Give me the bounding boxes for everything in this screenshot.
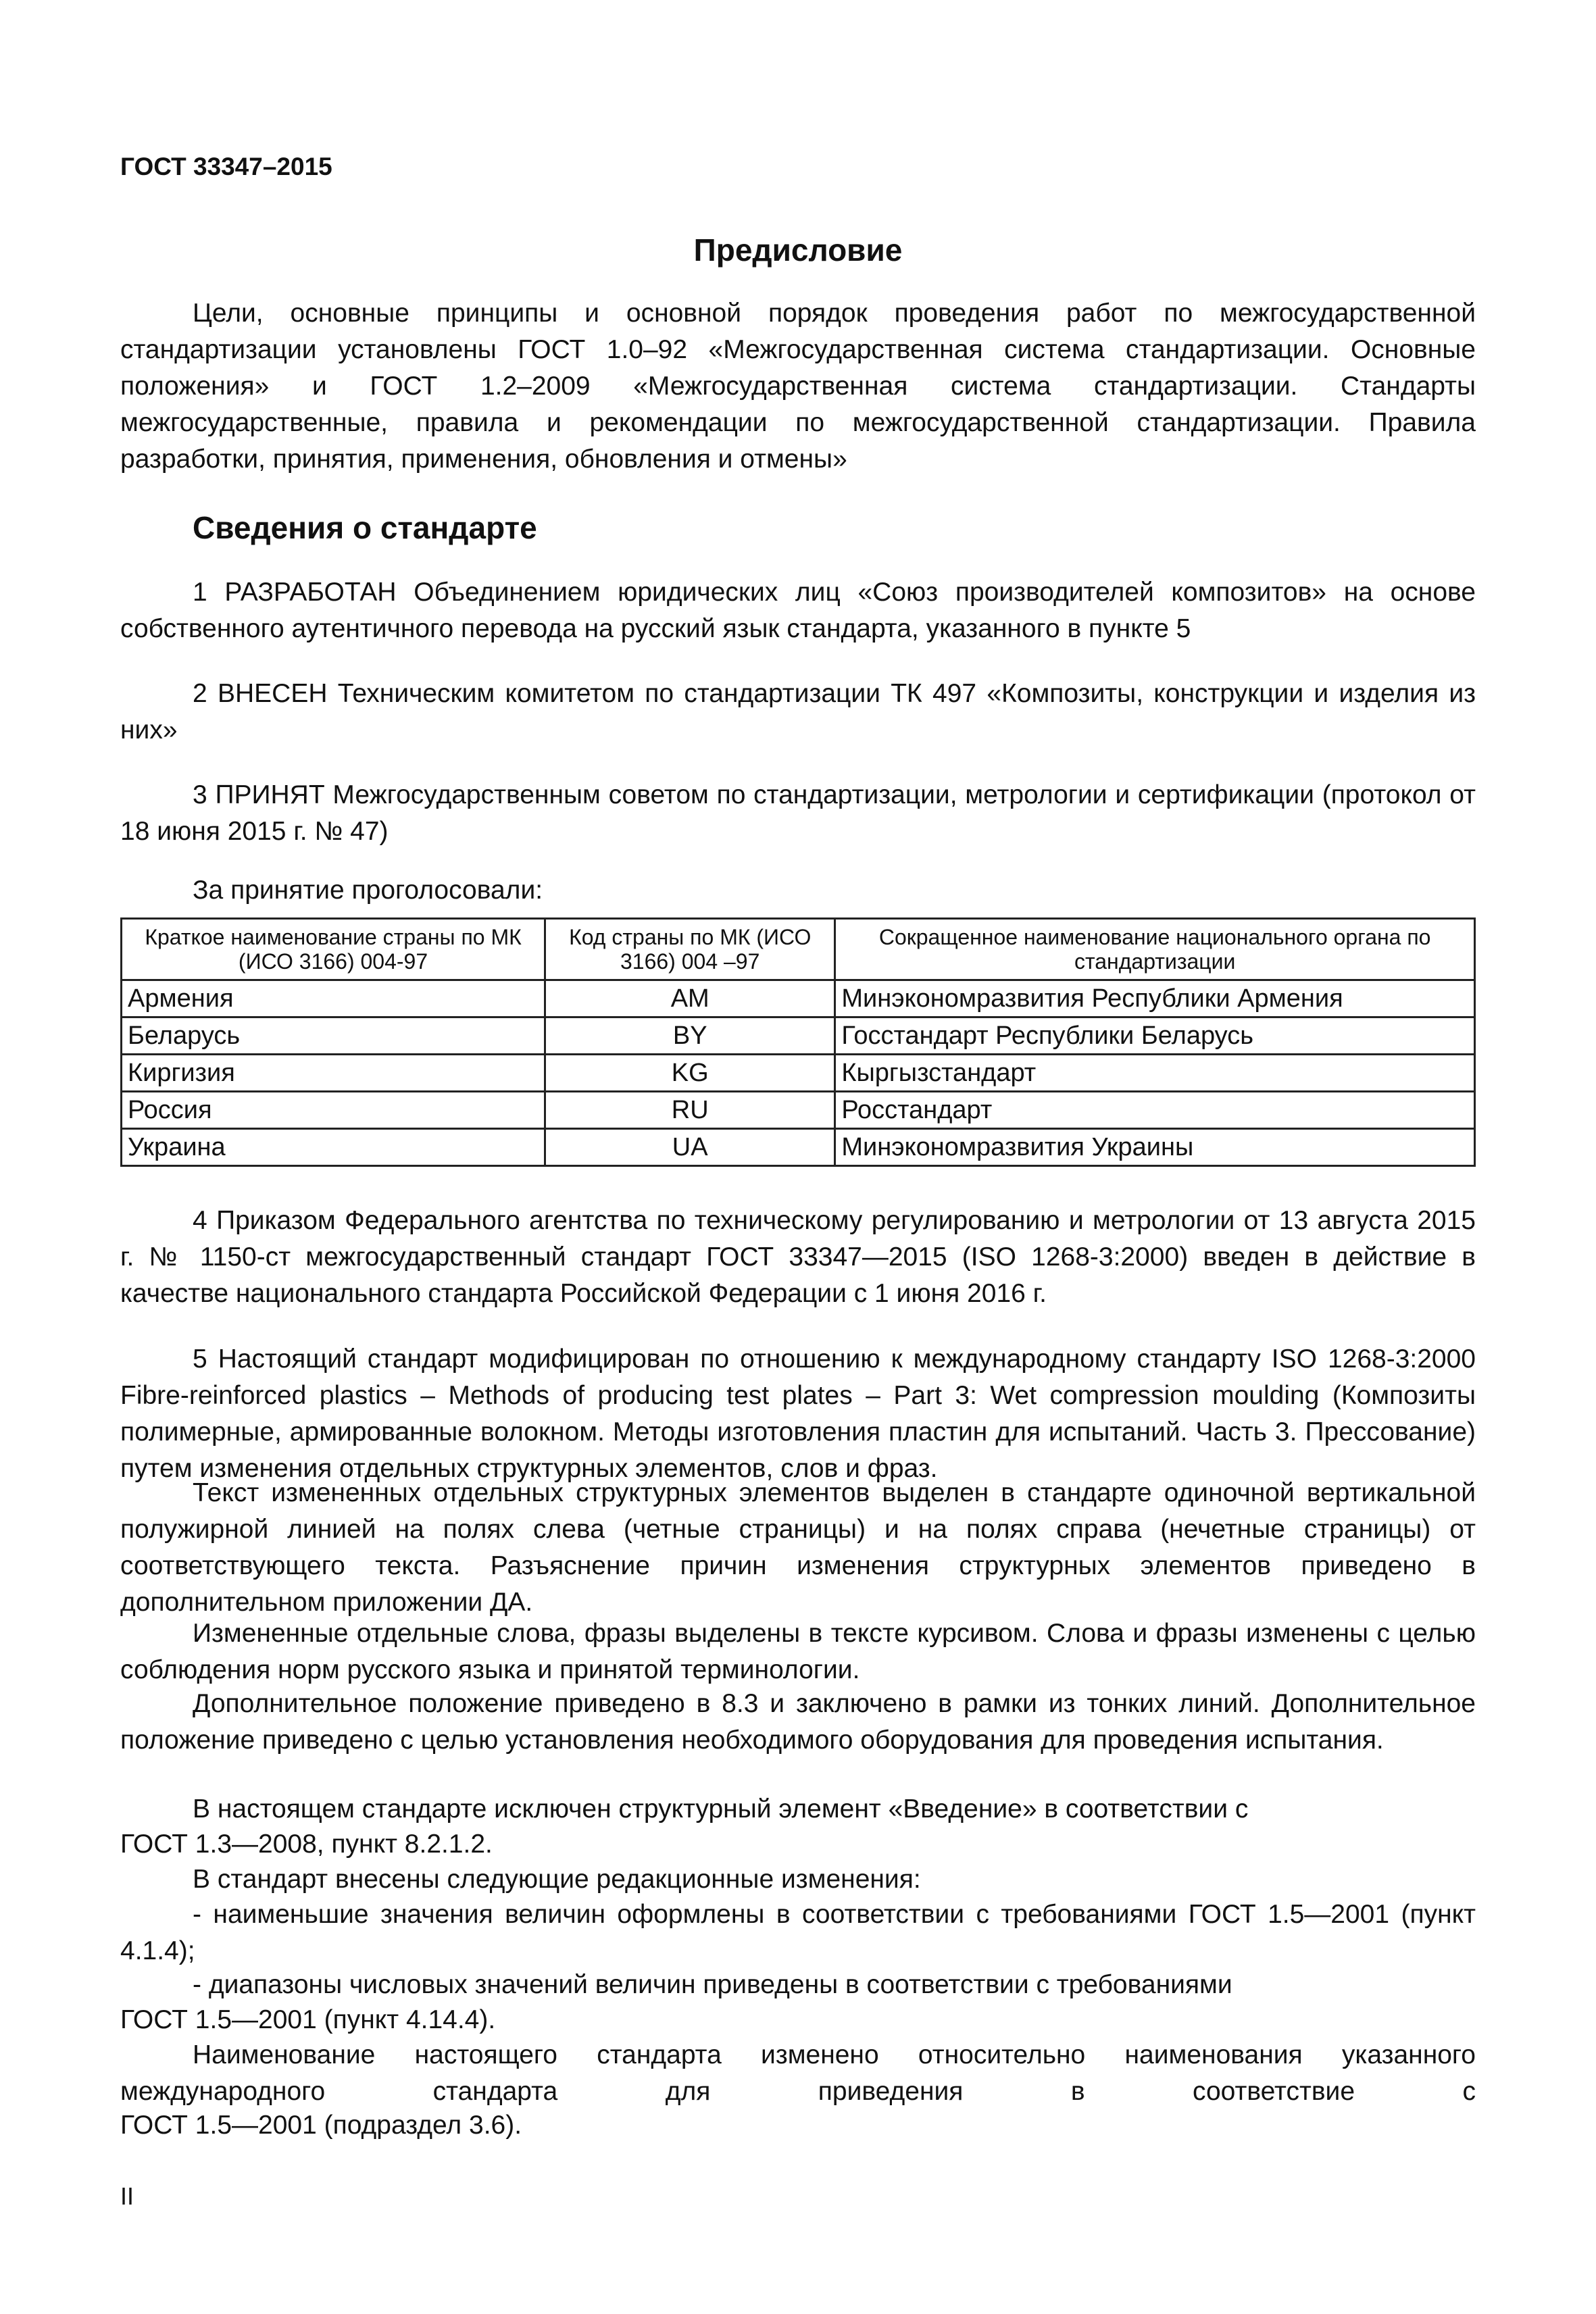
cell-authority: Минэкономразвития Украины [835, 1129, 1475, 1166]
preface-text: Цели, основные принципы и основной порядок проведения работ по межгосударственной стандартизации установлены ГОСТ 1.0–92 «Межгосударственная система стандартизации. Основные положения» и ГОСТ 1.2–2009 «Межгосударственная система стандартизации. Стандарты межгосударственные, правила и рекомендации по межгосударственной стандартизации. Правила разработки, принятия, применения, обновления и отмены» [120, 299, 1476, 474]
page-number: II [120, 2182, 134, 2210]
editorial-change-2-line-2: ГОСТ 1.5—2001 (пункт 4.14.4). [120, 2005, 496, 2034]
name-change-paragraph: Наименование настоящего стандарта изменено относительно наименования указанного международного стандарта для приведения в соответствие с [120, 2040, 1476, 2106]
cell-authority: Минэкономразвития Республики Армения [835, 980, 1475, 1017]
text-changes-paragraph: Текст измененных отдельных структурных элементов выделен в стандарте одиночной вертикальной полужирной линией на полях слева (четные страницы) и на полях справа (нечетные страницы) от соответствующего текста. Разъяснение причин изменения структурных элементов приведено в дополнительном приложении ДА. [120, 1478, 1476, 1617]
cell-code: KG [545, 1055, 835, 1092]
cell-country: Армения [122, 980, 545, 1017]
editorial-change-2-line-1: - диапазоны числовых значений величин приведены в соответствии с требованиями [193, 1970, 1232, 1999]
info-item-3: 3 ПРИНЯТ Межгосударственным советом по стандартизации, метрологии и сертификации (протокол от 18 июня 2015 г. № 47) [120, 780, 1476, 846]
cell-country: Россия [122, 1092, 545, 1129]
info-item-4: 4 Приказом Федерального агентства по техническому регулированию и метрологии от 13 августа 2015 г. № 1150-ст межгосударственный стандарт ГОСТ 33347—2015 (ISO 1268-3:2000) введен в действие в качестве национального стандарта Российской Федерации с 1 июня 2016 г. [120, 1206, 1476, 1308]
editorial-changes-intro: В стандарт внесены следующие редакционные изменения: [193, 1865, 921, 1894]
cell-code: BY [545, 1017, 835, 1055]
cell-code: AM [545, 980, 835, 1017]
table-row [122, 1092, 1475, 1129]
cell-authority: Кыргызстандарт [835, 1055, 1475, 1092]
cell-authority: Росстандарт [835, 1092, 1475, 1129]
info-item-5: 5 Настоящий стандарт модифицирован по отношению к международному стандарту ISO 1268-3:2000 Fibre-reinforced plastics – Methods of producing test plates – Part 3: Wet compression moulding (Композиты полимерные, армированные волокном. Методы изготовления пластин для испытаний. Часть 3. Прессование) путем изменения отдельных структурных элементов, слов и фраз. [120, 1344, 1476, 1483]
document-code-header: ГОСТ 33347–2015 [120, 153, 332, 180]
editorial-change-1: - наименьшие значения величин оформлены в соответствии с требованиями ГОСТ 1.5—2001 (пункт 4.1.4); [120, 1900, 1476, 1965]
intro-excluded-line-2: ГОСТ 1.3—2008, пункт 8.2.1.2. [120, 1830, 493, 1859]
votes-table-header-row [122, 919, 1475, 980]
table-row [122, 1129, 1475, 1166]
column-header-code: Код страны по МК (ИСО 3166) 004 –97 [545, 919, 835, 980]
cell-code: RU [545, 1092, 835, 1129]
column-header-country: Краткое наименование страны по МК (ИСО 3166) 004-97 [122, 919, 545, 980]
preface-title: Предисловие [693, 232, 903, 268]
name-change-paragraph-end: ГОСТ 1.5—2001 (подраздел 3.6). [120, 2111, 522, 2140]
cell-country: Украина [122, 1129, 545, 1166]
table-row [122, 1055, 1475, 1092]
cell-code: UA [545, 1129, 835, 1166]
info-item-1: 1 РАЗРАБОТАН Объединением юридических лиц «Союз производителей композитов» на основе собственного аутентичного перевода на русский язык стандарта, указанного в пункте 5 [120, 578, 1476, 643]
column-header-authority: Сокращенное наименование национального органа по стандартизации [835, 919, 1475, 980]
votes-table [120, 917, 1476, 1167]
votes-label: За принятие проголосовали: [193, 876, 543, 905]
table-row [122, 1017, 1475, 1055]
italic-changes-paragraph: Измененные отдельные слова, фразы выделены в тексте курсивом. Слова и фразы изменены с целью соблюдения норм русского языка и принятой терминологии. [120, 1619, 1476, 1684]
additional-provision-paragraph: Дополнительное положение приведено в 8.3 и заключено в рамки из тонких линий. Дополнительное положение приведено с целью установления необходимого оборудования для проведения испытания. [120, 1689, 1476, 1755]
cell-country: Беларусь [122, 1017, 545, 1055]
intro-excluded-line-1: В настоящем стандарте исключен структурный элемент «Введение» в соответствии с [193, 1794, 1249, 1823]
cell-country: Киргизия [122, 1055, 545, 1092]
info-title: Сведения о стандарте [193, 510, 537, 545]
table-row [122, 980, 1475, 1017]
cell-authority: Госстандарт Республики Беларусь [835, 1017, 1475, 1055]
info-item-2: 2 ВНЕСЕН Техническим комитетом по стандартизации ТК 497 «Композиты, конструкции и изделия из них» [120, 679, 1476, 745]
